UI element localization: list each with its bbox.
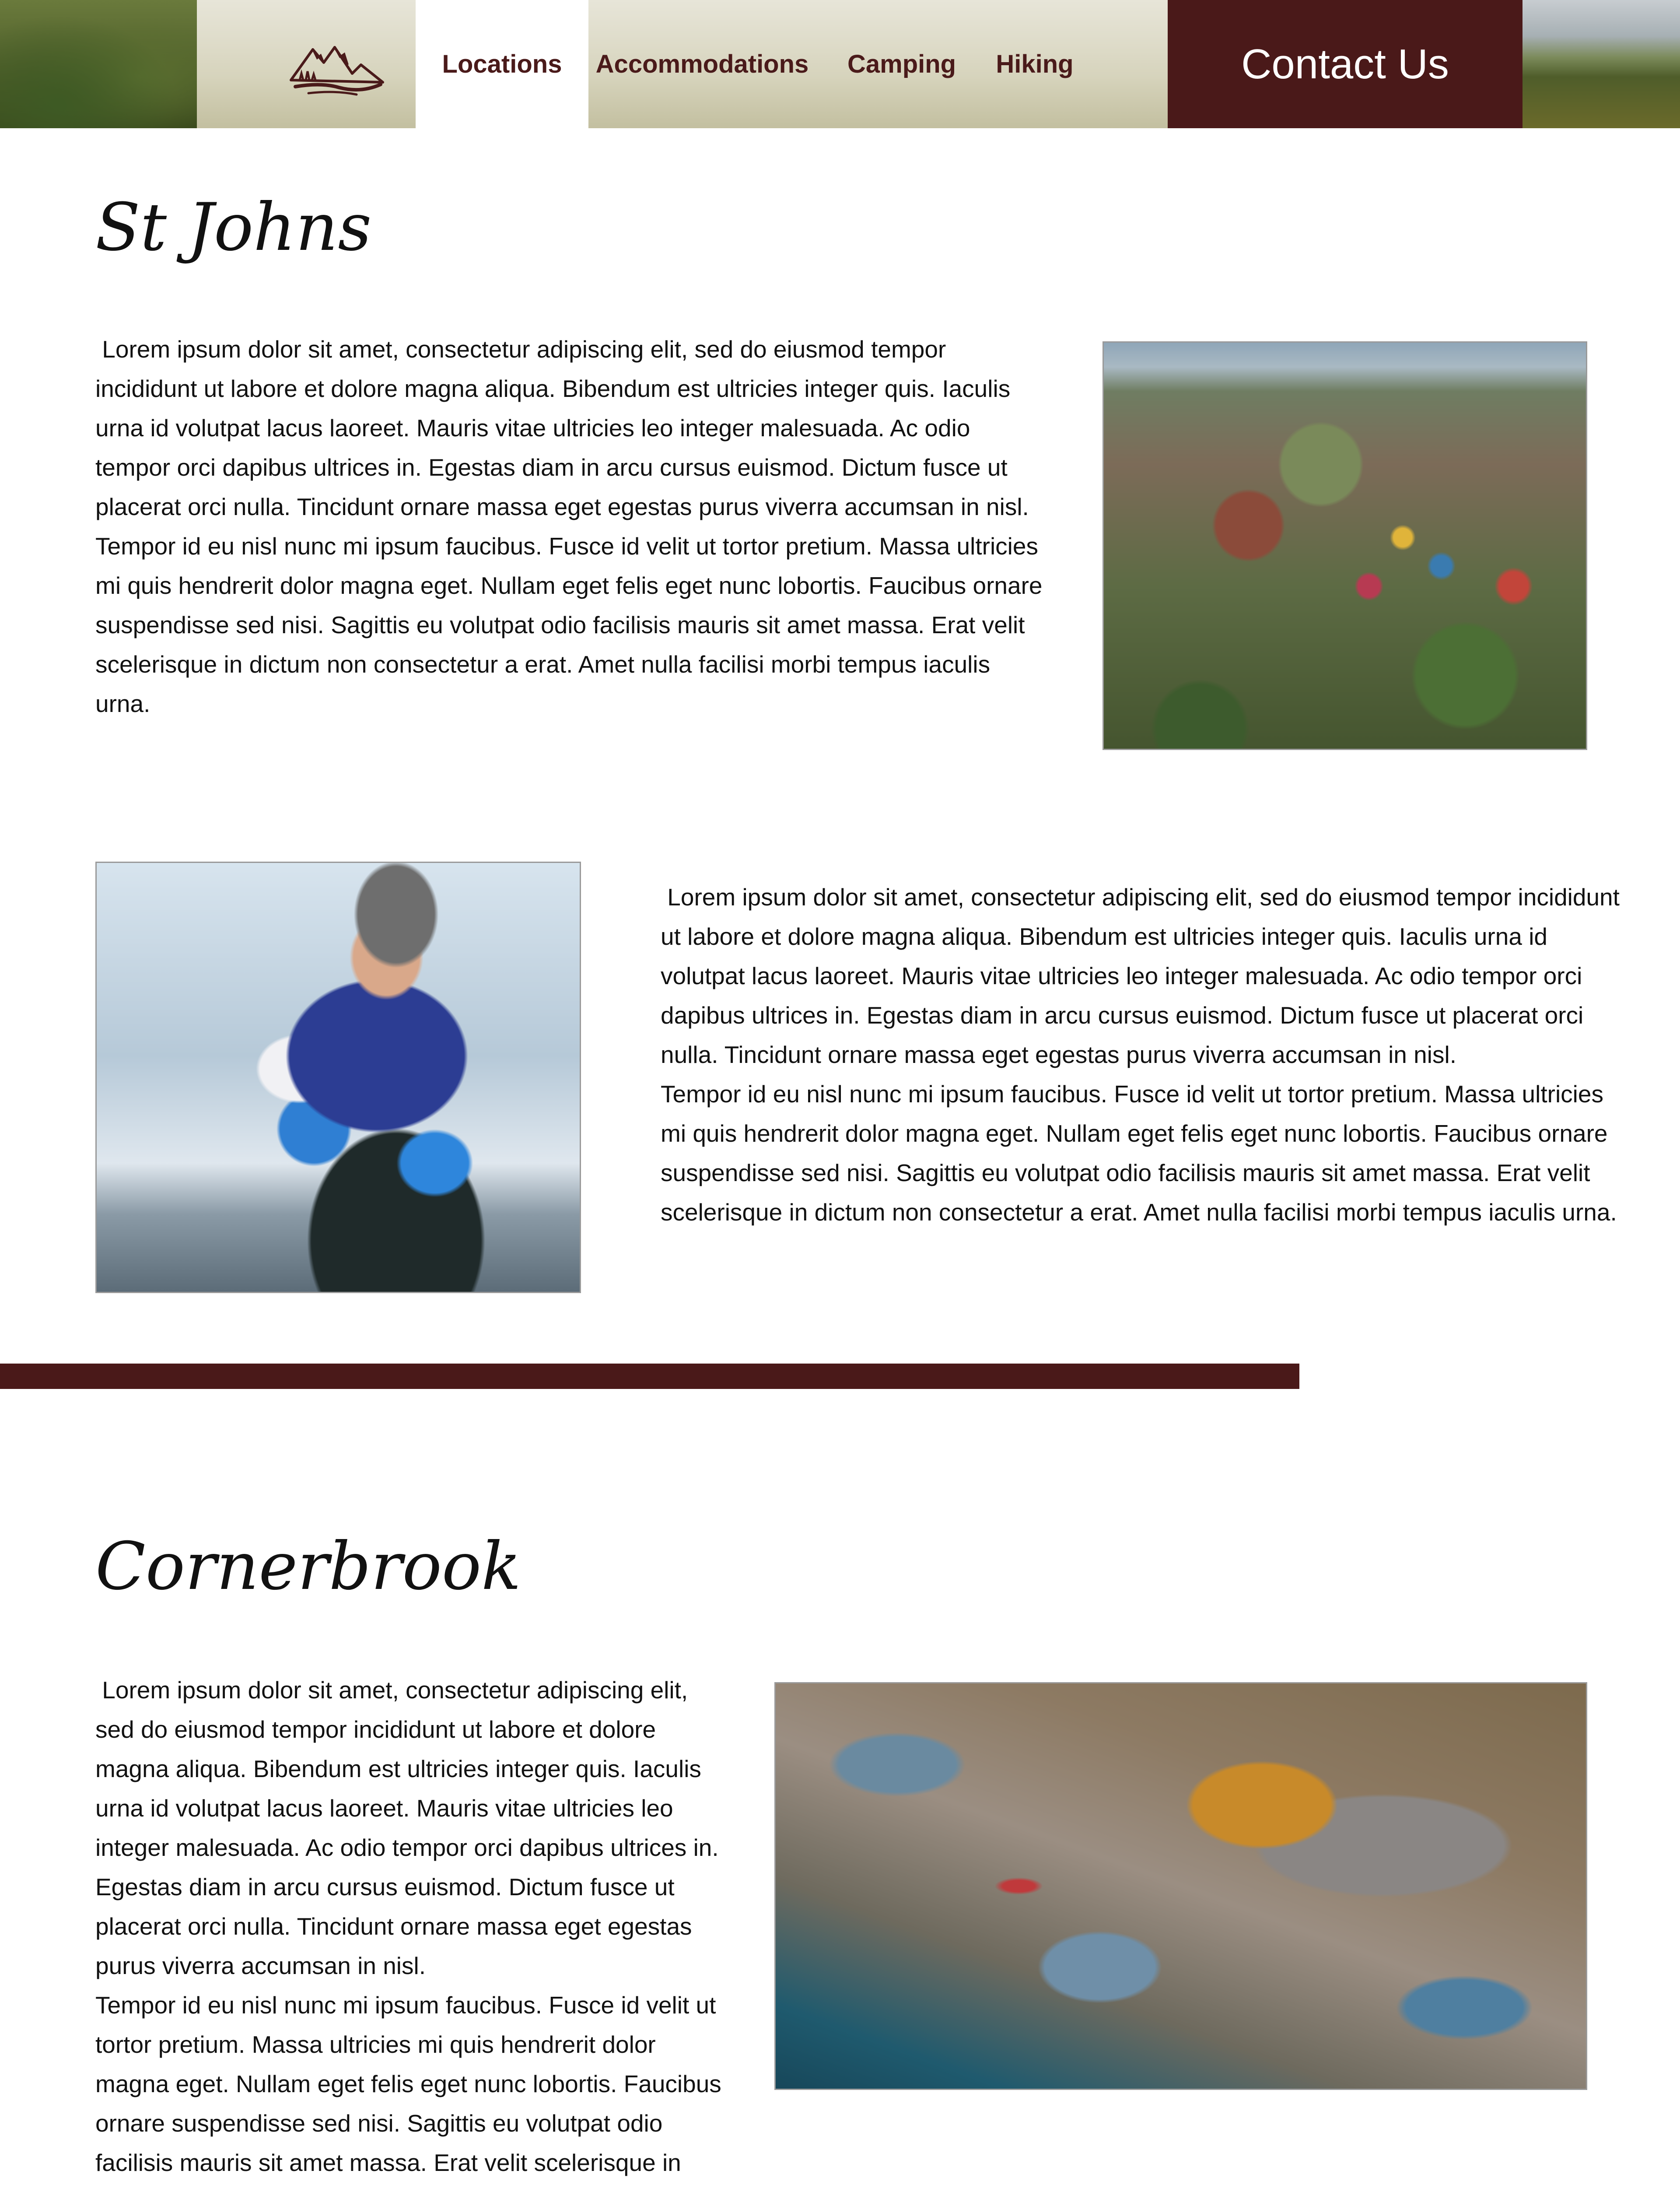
nav-locations[interactable]: Locations [416,0,588,128]
st-johns-paragraph-2: Lorem ipsum dolor sit amet, consectetur adipiscing elit, sed do eiusmod tempor incididunt ut labore et dolore magna aliqua. Bibendum est ultricies integer quis. Iaculis urna id volutpat lacus laoreet. Mauris vitae ultricies leo integer malesuada. Ac odio tempor orci dapibus ultrices in. Egestas diam in arcu cursus euismod. Dictum fusce ut placerat orci nulla. Tincidunt ornare massa eget egestas purus viverra accumsan in nisl. Tempor id eu nisl nunc mi ipsum faucibus. Fusce id velit ut tortor pretium. Massa ultricies mi quis hendrerit dolor magna eget. Nullam eget felis eget nunc lobortis. Faucibus ornare suspendisse sed nisi. Sagittis eu volutpat odio facilisis mauris sit amet massa. Erat velit scelerisque in dictum non consectetur a erat. Amet nulla facilisi morbi tempus iaculis urna. [661,884,1620,1226]
site-header [0,0,1680,128]
header-landscape-right [1522,0,1680,128]
section-title-st-johns: St Johns [95,189,372,266]
cornerbrook-cliff-photo [774,1682,1587,2090]
section-divider-bar [0,1364,1299,1389]
st-johns-paragraph-1: Lorem ipsum dolor sit amet, consectetur adipiscing elit, sed do eiusmod tempor incididunt ut labore et dolore magna aliqua. Bibendum est ultricies integer quis. Iaculis urna id volutpat lacus laoreet. Mauris vitae ultricies leo integer malesuada. Ac odio tempor orci dapibus ultrices in. Egestas diam in arcu cursus euismod. Dictum fusce ut placerat orci nulla. Tincidunt ornare massa eget egestas purus viverra accumsan in nisl. Tempor id eu nisl nunc mi ipsum faucibus. Fusce id velit ut tortor pretium. Massa ultricies mi quis hendrerit dolor magna eget. Nullam eget felis eget nunc lobortis. Faucibus ornare suspendisse sed nisi. Sagittis eu volutpat odio facilisis mauris sit amet massa. Erat velit scelerisque in dictum non consectetur a erat. Amet nulla facilisi morbi tempus iaculis urna. [95,336,1043,717]
section-title-cornerbrook: Cornerbrook [95,1529,522,1605]
cornerbrook-paragraph: Lorem ipsum dolor sit amet, consectetur adipiscing elit, sed do eiusmod tempor incididunt ut labore et dolore magna aliqua. Bibendum est ultricies integer quis. Iaculis urna id volutpat lacus laoreet. Mauris vitae ultricies leo integer malesuada. Ac odio tempor orci dapibus ultrices in. Egestas diam in arcu cursus euismod. Dictum fusce ut placerat orci nulla. Tincidunt ornare massa eget egestas purus viverra accumsan in nisl. Tempor id eu nisl nunc mi ipsum faucibus. Fusce id velit ut tortor pretium. Massa ultricies mi quis hendrerit dolor magna eget. Nullam eget felis eget nunc lobortis. Faucibus ornare suspendisse sed nisi. Sagittis eu volutpat odio facilisis mauris sit amet massa. Erat velit scelerisque in [95,1676,721,2176]
nav-accommodations[interactable]: Accommodations [595,50,809,78]
st-johns-city-photo [1102,341,1587,750]
nav-camping[interactable]: Camping [847,50,956,78]
fisherman-photo [95,862,581,1293]
mountain-logo-icon[interactable] [287,39,387,100]
nav-hiking[interactable]: Hiking [996,50,1074,78]
contact-us-button[interactable]: Contact Us [1168,0,1522,128]
header-landscape-left [0,0,197,128]
